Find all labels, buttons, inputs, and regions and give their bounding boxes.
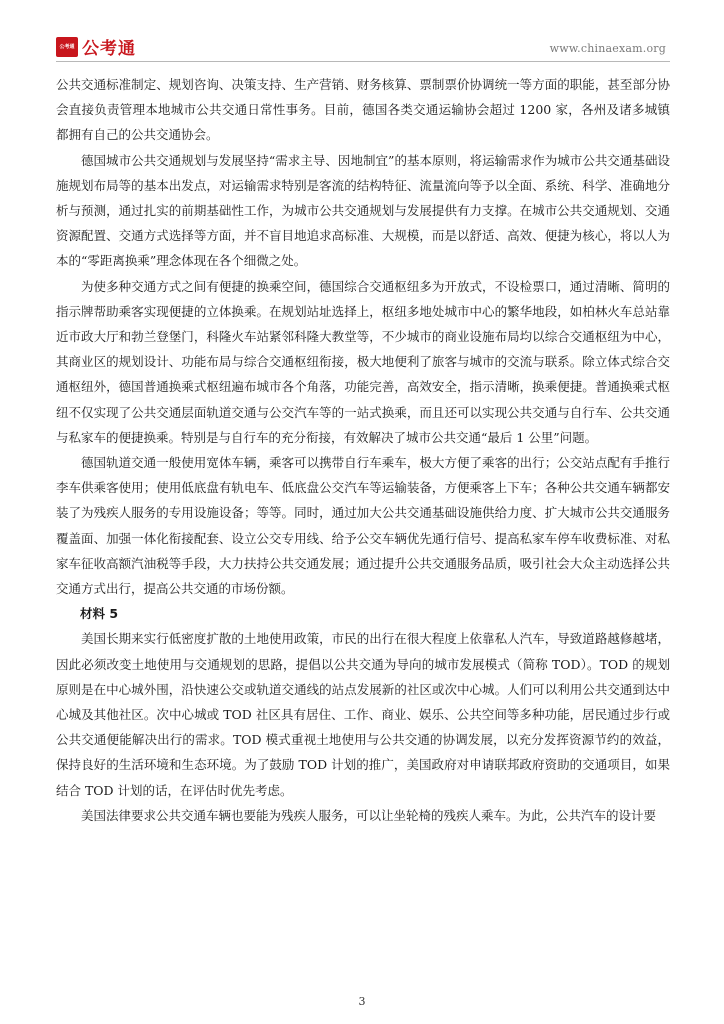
logo-text: 公考通	[82, 39, 136, 59]
paragraph-6: 美国法律要求公共交通车辆也要能为残疾人服务，可以让坐轮椅的残疾人乘车。为此，公共汽车的设计要	[81, 807, 657, 823]
header-divider	[56, 61, 670, 62]
page-number: 3	[358, 995, 366, 1008]
paragraph-1: 公共交通标准制定、规划咨询、决策支持、生产营销、财务核算、票制票价协调统一等方面的职能，甚至部分协会直接负责管理本地城市公共交通日常性事务。目前，德国各类交通运输协会超过 1200 家，各州及诸多城镇都拥有自己的公共交通协会。	[56, 77, 670, 143]
document-body	[56, 72, 670, 828]
page-header	[56, 30, 668, 62]
logo-badge-icon: 公考通	[56, 37, 78, 57]
paragraph-5: 美国长期来实行低密度扩散的土地使用政策，市民的出行在很大程度上依靠私人汽车，导致道路越修越堵，因此必须改变土地使用与交通规划的思路，提倡以公共交通为导向的城市发展模式（简称 TOD）。TOD 的规划原则是在中心城外围，沿快速公交或轨道交通线的站点发展新的社区或次中心城。人们可以利用公共交通到达中心城及其他社区。次中心城或 TOD 社区具有居住、工作、商业、娱乐、公共空间等多种功能，居民通过步行或公共交通便能解决出行的需求。TOD 模式重视土地使用与公共交通的协调发展，以充分发挥资源节约的效益，保持良好的生活环境和生态环境。为了鼓励 TOD 计划的推广，美国政府对申请联邦政府资助的交通项目，如果结合 TOD 计划的话，在评估时优先考虑。	[56, 631, 670, 798]
logo[interactable]	[56, 34, 136, 59]
site-url[interactable]: www.chinaexam.org	[549, 42, 666, 55]
paragraph-4: 德国轨道交通一般使用宽体车辆，乘客可以携带自行车乘车，极大方便了乘客的出行；公交站点配有手推行李车供乘客使用；使用低底盘有轨电车、低底盘公交汽车等运输装备，方便乘客上下车；各种公共交通车辆都安装了为残疾人服务的专用设施设备；等等。同时，通过加大公共交通基础设施供给力度、扩大城市公共交通服务覆盖面、加强一体化衔接配套、设立公交专用线、给予公交车辆优先通行信号、提高私家车停车收费标准、对私家车征收高额汽油税等手段，大力扶持公共交通发展；通过提升公共交通服务品质，吸引社会大众主动选择公共交通方式出行，提高公共交通的市场份额。	[56, 455, 670, 597]
section-label: 材料 5	[80, 606, 119, 622]
paragraph-2: 德国城市公共交通规划与发展坚持“需求主导、因地制宜”的基本原则，将运输需求作为城市公共交通基础设施规划布局等的基本出发点，对运输需求特别是客流的结构特征、流量流向等予以全面、系统、科学、准确地分析与预测，通过扎实的前期基础性工作，为城市公共交通规划与发展提供有力支撑。在城市公共交通规划、交通资源配置、交通方式选择等方面，并不盲目地追求高标准、大规模，而是以舒适、高效、便捷为核心，将以人为本的“零距离换乘”理念体现在各个细微之处。	[56, 152, 670, 269]
paragraph-3: 为使多种交通方式之间有便捷的换乘空间，德国综合交通枢纽多为开放式，不设检票口，通过清晰、简明的指示牌帮助乘客实现便捷的立体换乘。在规划站址选择上，枢纽多地处城市中心的繁华地段，如柏林火车总站靠近市政大厅和勃兰登堡门，科隆火车站紧邻科隆大教堂等，不少城市的商业设施布局均以综合交通枢纽为中心，其商业区的规划设计、功能布局与综合交通枢纽衔接，极大地便利了旅客与城市的交流与联系。除立体式综合交通枢纽外，德国普通换乘式枢纽遍布城市各个角落，功能完善，高效安全，指示清晰，换乘便捷。普通换乘式枢纽不仅实现了公共交通层面轨道交通与公交汽车等的一站式换乘，而且还可以实现公共交通与自行车、公共交通与私家车的便捷换乘。特别是与自行车的充分衔接，有效解决了城市公共交通“最后 1 公里”问题。	[56, 278, 670, 445]
